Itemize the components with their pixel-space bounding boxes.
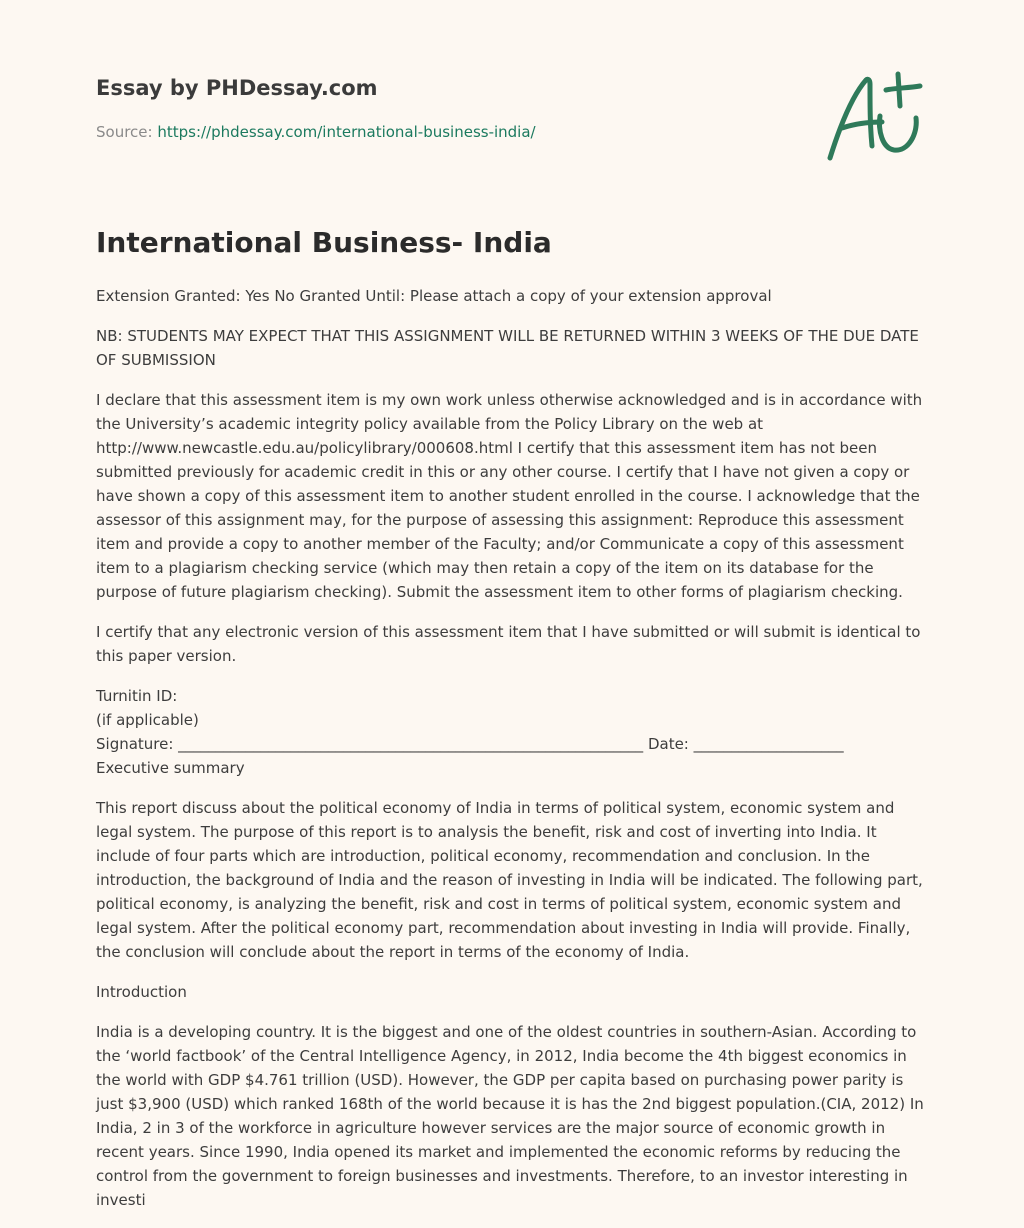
form-block (96, 684, 928, 780)
a-plus-logo (820, 66, 930, 166)
section-heading-introduction: Introduction (96, 983, 187, 1001)
site-brand: Essay by PHDessay.com (96, 76, 378, 100)
source-line (96, 123, 536, 141)
paragraph: India is a developing country. It is the biggest and one of the oldest countries in southern-Asian. According to the ‘world factbook’ of the Central Intelligence Agency, in 2012, India become the 4th biggest economics in the world with GDP $4.761 trillion (USD). However, the GDP per capita based on purchasing power parity is just $3,900 (USD) which ranked 168th of the world because it is has the 2nd biggest population.(CIA, 2012) In India, 2 in 3 of the workforce in agriculture however services are the major source of economic growth in recent years. Since 1990, India opened its market and implemented the economic reforms by reducing the control from the government to foreign businesses and investments. Therefore, to an investor interesting in investi (96, 1023, 924, 1209)
page-title: International Business- India (96, 226, 552, 259)
turnitin-label: Turnitin ID: (96, 687, 178, 705)
applicable-note: (if applicable) (96, 711, 199, 729)
paragraph: Extension Granted: Yes No Granted Until: Please attach a copy of your extension approval (96, 287, 772, 305)
essay-body (96, 284, 928, 1228)
signature-line: Signature: ______________________________________________________________ Date: ____________________ (96, 735, 844, 753)
source-label: Source: (96, 123, 158, 141)
paragraph: I declare that this assessment item is my own work unless otherwise acknowledged and is in accordance with the University’s academic integrity policy available from the Policy Library on the web at http://www.newcastle.edu.au/policylibrary/000608.html I certify that this assessment item has not been submitted previously for academic credit in this or any other course. I certify that I have not given a copy or have shown a copy of this assessment item to another student enrolled in the course. I acknowledge that the assessor of this assignment may, for the purpose of assessing this assignment: Reproduce this assessment item and provide a copy to another member of the Faculty; and/or Communicate a copy of this assessment item to a plagiarism checking service (which may then retain a copy of the item on its database for the purpose of future plagiarism checking). Submit the assessment item to other forms of plagiarism checking. (96, 391, 923, 601)
section-heading-executive-summary: Executive summary (96, 759, 245, 777)
paragraph: I certify that any electronic version of this assessment item that I have submitted or will submit is identical to this paper version. (96, 623, 921, 665)
paragraph: This report discuss about the political economy of India in terms of political system, economic system and legal system. The purpose of this report is to analysis the benefit, risk and cost of inverting into India. It include of four parts which are introduction, political economy, recommendation and conclusion. In the introduction, the background of India and the reason of investing in India will be indicated. The following part, political economy, is analyzing the benefit, risk and cost in terms of political system, economic system and legal system. After the political economy part, recommendation about investing in India will provide. Finally, the conclusion will conclude about the report in terms of the economy of India. (96, 799, 923, 961)
source-link[interactable]: https://phdessay.com/international-business-india/ (157, 123, 536, 141)
paragraph: NB: STUDENTS MAY EXPECT THAT THIS ASSIGNMENT WILL BE RETURNED WITHIN 3 WEEKS OF THE DUE DATE OF SUBMISSION (96, 327, 919, 369)
